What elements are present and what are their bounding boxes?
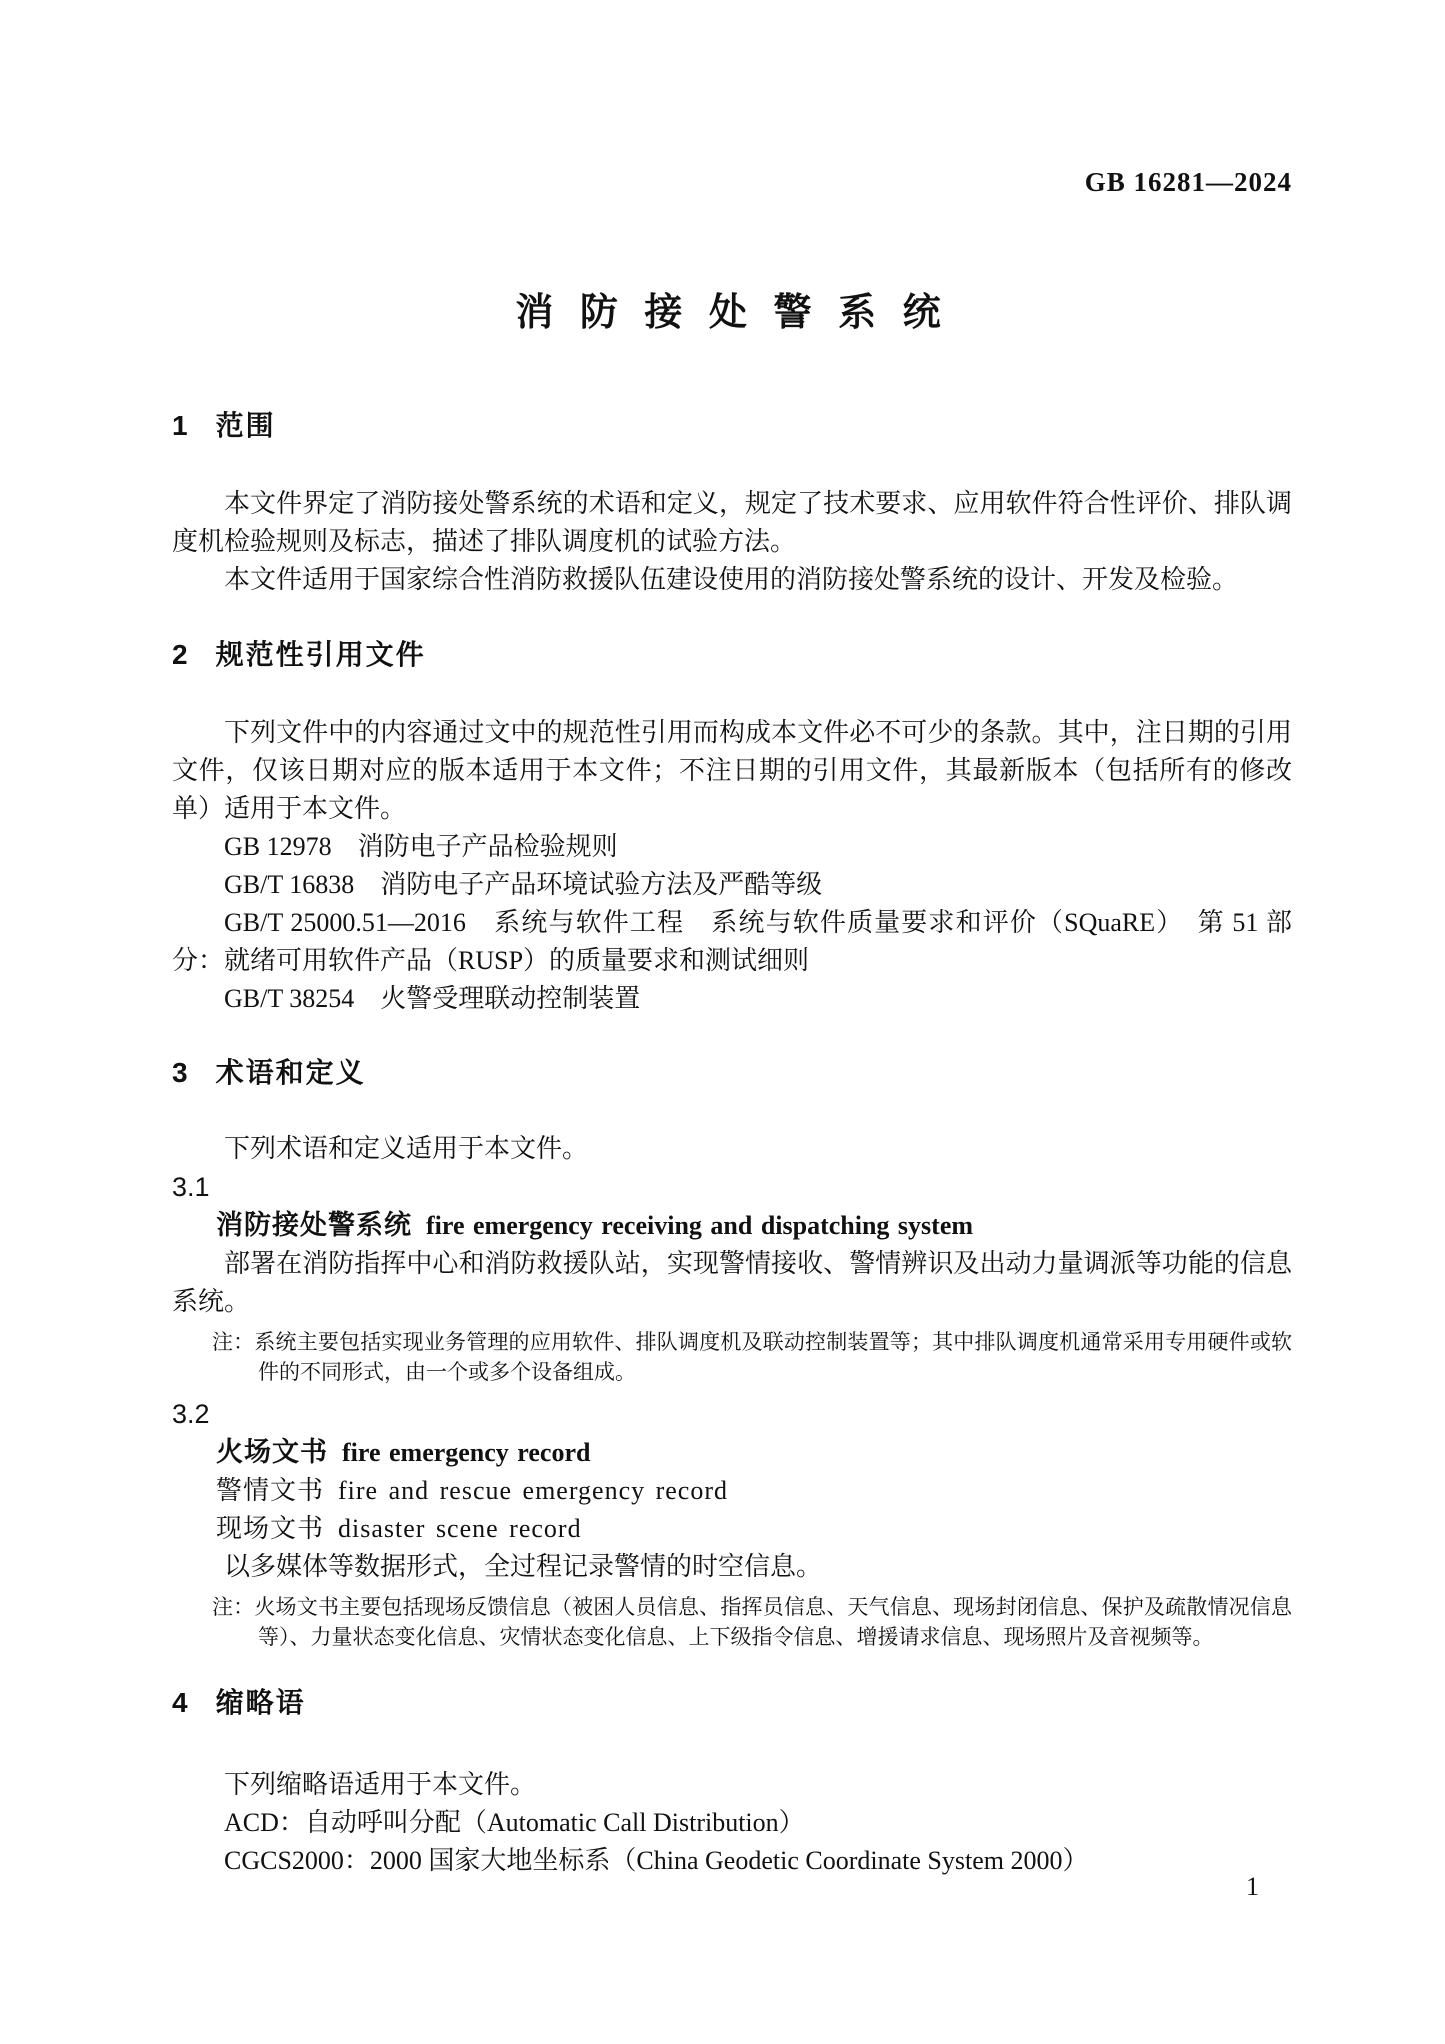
scope-paragraph-2: 本文件适用于国家综合性消防救援队伍建设使用的消防接处警系统的设计、开发及检验。 — [224, 565, 1239, 594]
note-label: 注： — [212, 1330, 255, 1354]
page-number: 1 — [1246, 1872, 1259, 1901]
term-3-2-english: fire emergency record — [342, 1438, 591, 1467]
scope-paragraph-1: 本文件界定了消防接处警系统的术语和定义，规定了技术要求、应用软件符合性评价、排队调度机检验规则及标志，描述了排队调度机的试验方法。 — [172, 489, 1292, 556]
term-3-1-english: fire emergency receiving and dispatching system — [426, 1211, 974, 1240]
term-3-2-synonym-1 — [172, 1472, 1292, 1510]
note-text: 系统主要包括实现业务管理的应用软件、排队调度机及联动控制装置等；其中排队调度机通常采用专用硬件或软件的不同形式，由一个或多个设备组成。 — [254, 1330, 1293, 1384]
section-3-heading — [172, 1058, 1292, 1088]
section-2-title: 规范性引用文件 — [215, 639, 426, 670]
abbreviation-item: CGCS2000：2000 国家大地坐标系（China Geodetic Coordinate System 2000） — [224, 1846, 1089, 1875]
term-3-2-note — [212, 1592, 1292, 1652]
synonym-1-english: fire and rescue emergency record — [338, 1476, 729, 1505]
term-3-1-chinese: 消防接处警系统 — [216, 1210, 412, 1240]
reference-item: GB/T 16838 消防电子产品环境试验方法及严酷等级 — [224, 870, 823, 899]
term-3-2-chinese: 火场文书 — [216, 1437, 328, 1467]
terms-intro: 下列术语和定义适用于本文件。 — [224, 1134, 589, 1163]
document-title: 消 防 接 处 警 系 统 — [515, 292, 949, 334]
section-1-heading — [172, 411, 1292, 441]
abbreviation-item: ACD：自动呼叫分配（Automatic Call Distribution） — [224, 1808, 805, 1837]
clause-3-1-number: 3.1 — [172, 1172, 210, 1202]
section-2-heading — [172, 640, 1292, 670]
abbreviations-intro: 下列缩略语适用于本文件。 — [224, 1770, 537, 1799]
reference-item: GB/T 38254 火警受理联动控制装置 — [224, 984, 641, 1013]
normative-references-intro: 下列文件中的内容通过文中的规范性引用而构成本文件必不可少的条款。其中，注日期的引用文件，仅该日期对应的版本适用于本文件；不注日期的引用文件，其最新版本（包括所有的修改单）适用于本文件。 — [172, 718, 1292, 823]
section-1-title: 范围 — [215, 410, 276, 441]
reference-item: GB/T 25000.51—2016 系统与软件工程 系统与软件质量要求和评价（SQuaRE） 第 51 部分：就绪可用软件产品（RUSP）的质量要求和测试细则 — [172, 908, 1292, 975]
section-4-title: 缩略语 — [215, 1687, 306, 1718]
note-label: 注： — [212, 1595, 255, 1619]
term-3-2-main — [172, 1433, 1292, 1472]
reference-item: GB 12978 消防电子产品检验规则 — [224, 832, 618, 861]
clause-3-2-number: 3.2 — [172, 1399, 210, 1429]
section-3-number: 3 — [172, 1057, 188, 1088]
section-2-number: 2 — [172, 639, 188, 670]
synonym-2-chinese: 现场文书 — [216, 1514, 325, 1543]
section-4-number: 4 — [172, 1687, 188, 1718]
synonym-1-chinese: 警情文书 — [216, 1476, 325, 1505]
synonym-2-english: disaster scene record — [338, 1514, 582, 1543]
note-text: 火场文书主要包括现场反馈信息（被困人员信息、指挥员信息、天气信息、现场封闭信息、保护及疏散情况信息等）、力量状态变化信息、灾情状态变化信息、上下级指令信息、增援请求信息、现场照片及音视频等。 — [254, 1595, 1293, 1649]
term-3-1 — [172, 1206, 1292, 1245]
section-3-title: 术语和定义 — [215, 1057, 366, 1088]
term-3-1-definition: 部署在消防指挥中心和消防救援队站，实现警情接收、警情辨识及出动力量调派等功能的信息系统。 — [172, 1249, 1292, 1316]
term-3-1-note — [212, 1327, 1292, 1387]
section-1-number: 1 — [172, 410, 188, 441]
document-number: GB 16281—2024 — [1084, 167, 1292, 197]
term-3-2-synonym-2 — [172, 1510, 1292, 1548]
term-3-2-definition: 以多媒体等数据形式，全过程记录警情的时空信息。 — [224, 1552, 823, 1581]
section-4-heading — [172, 1688, 1292, 1718]
